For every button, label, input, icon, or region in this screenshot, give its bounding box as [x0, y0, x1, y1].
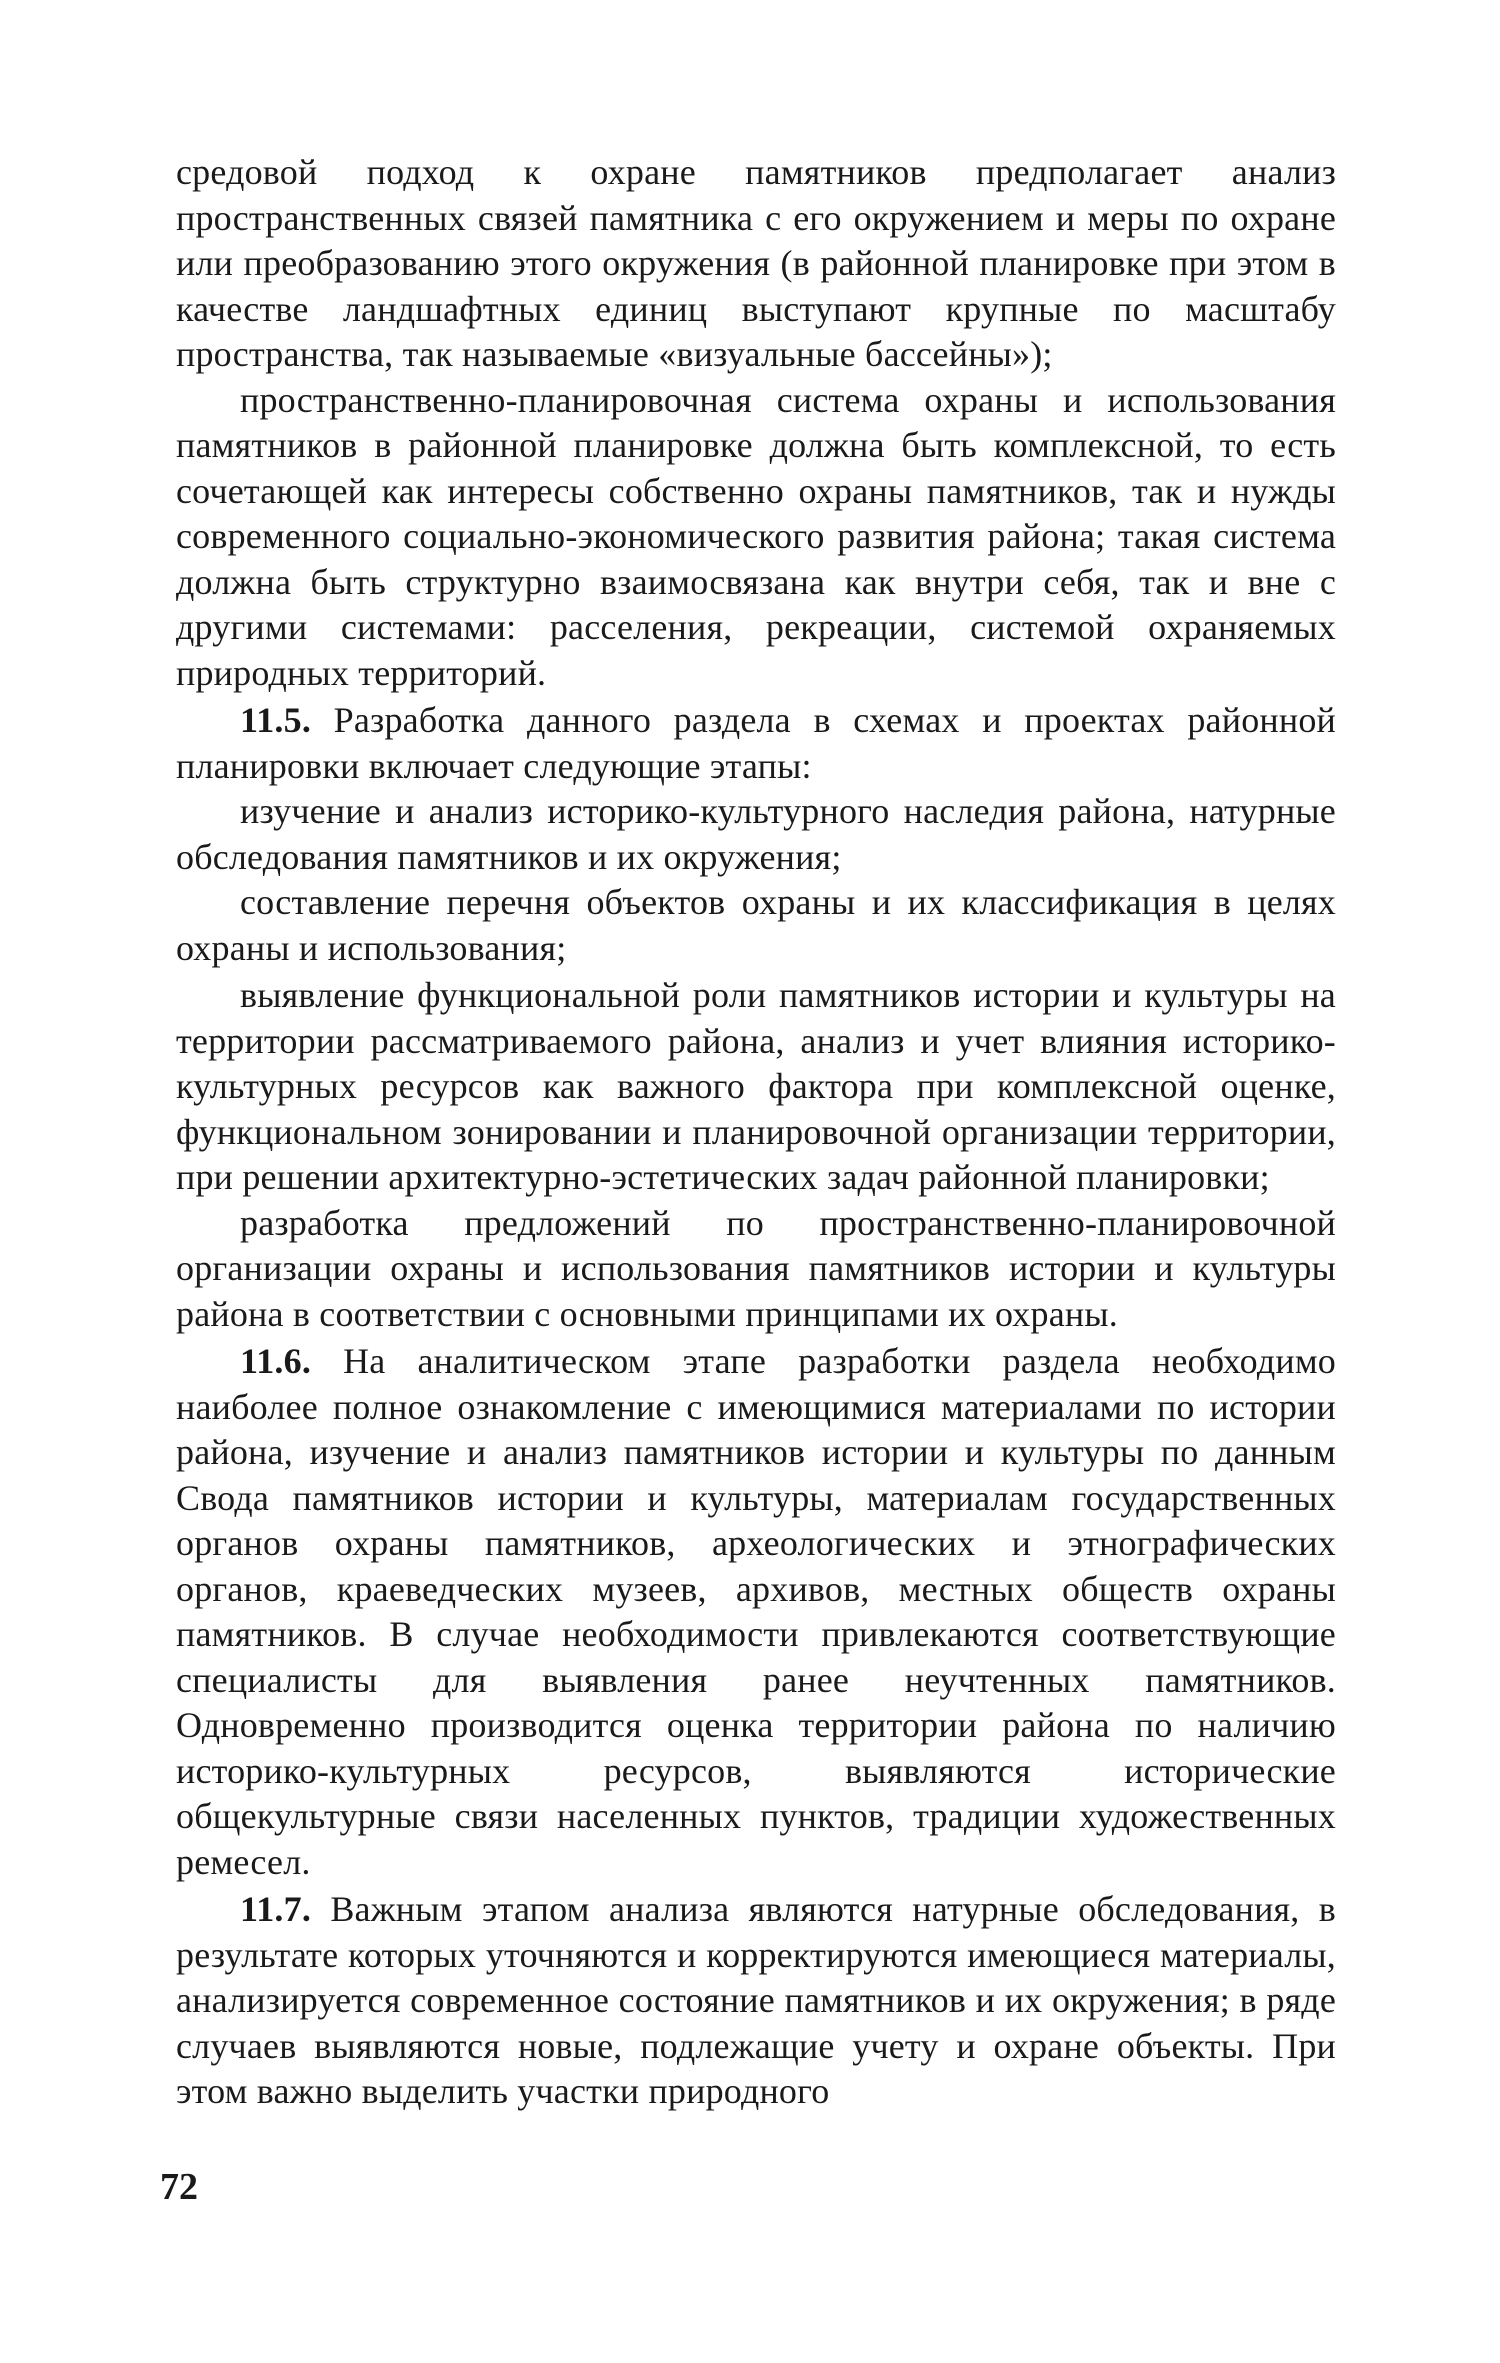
page-number: 72: [160, 2166, 198, 2208]
paragraph-text: средовой подход к охране памятников предполагает анализ пространственных связей памятника с его окружением и меры по охране или преобразованию этого окружения (в районной планировке при этом в качестве ландшафтных единиц выступают крупные по масштабу пространства, так называемые «визуальные бассейны»);: [176, 152, 1336, 374]
paragraph-text: Разработка данного раздела в схемах и проектах районной планировки включает следующие этапы:: [176, 700, 1336, 786]
section-number: 11.5.: [240, 700, 312, 740]
list-item-study: [176, 789, 1336, 880]
section-11-7: [176, 1887, 1336, 2115]
section-11-6: [176, 1339, 1336, 1885]
paragraph-planning-system: [176, 378, 1336, 697]
paragraph-text: разработка предложений по пространственно-планировочной организации охраны и использования памятников истории и культуры района в соответствии с основными принципами их охраны.: [176, 1202, 1336, 1334]
list-item-proposals: [176, 1201, 1336, 1338]
page-body: [176, 150, 1336, 2115]
section-number: 11.6.: [240, 1341, 312, 1381]
list-item-inventory: [176, 880, 1336, 971]
paragraph-environmental-approach: [176, 150, 1336, 378]
paragraph-text: пространственно-планировочная система охраны и использования памятников в районной планировке должна быть комплексной, то есть сочетающей как интересы собственно охраны памятников, так и нужды современного социально-экономического развития района; такая система должна быть структурно взаимосвязана как внутри себя, так и вне с другими системами: расселения, рекреации, системой охраняемых природных территорий.: [176, 379, 1336, 693]
section-11-5: [176, 698, 1336, 789]
paragraph-text: На аналитическом этапе разработки раздела необходимо наиболее полное ознакомление с имеющимися материалами по истории района, изучение и анализ памятников истории и культуры по данным Свода памятников истории и культуры, материалам государственных органов охраны памятников, археологических и этнографических органов, краеведческих музеев, архивов, местных обществ охраны памятников. В случае необходимости привлекаются соответствующие специалисты для выявления ранее неучтенных памятников. Одновременно производится оценка территории района по наличию историко-культурных ресурсов, выявляются исторические общекультурные связи населенных пунктов, традиции художественных ремесел.: [176, 1341, 1337, 1882]
paragraph-text: выявление функциональной роли памятников истории и культуры на территории рассматриваемого района, анализ и учет влияния историко-культурных ресурсов как важного фактора при комплексной оценке, функциональном зонировании и планировочной организации территории, при решении архитектурно-эстетических задач районной планировки;: [176, 975, 1336, 1197]
paragraph-text: Важным этапом анализа являются натурные обследования, в результате которых уточняются и корректируются имеющиеся материалы, анализируется современное состояние памятников и их окружения; в ряде случаев выявляются новые, подлежащие учету и охране объекты. При этом важно выделить участки природного: [176, 1889, 1337, 2111]
paragraph-text: составление перечня объектов охраны и их классификация в целях охраны и использования;: [176, 882, 1336, 968]
paragraph-text: изучение и анализ историко-культурного наследия района, натурные обследования памятников и их окружения;: [176, 791, 1336, 877]
section-number: 11.7.: [240, 1889, 312, 1929]
list-item-functional-role: [176, 973, 1336, 1201]
